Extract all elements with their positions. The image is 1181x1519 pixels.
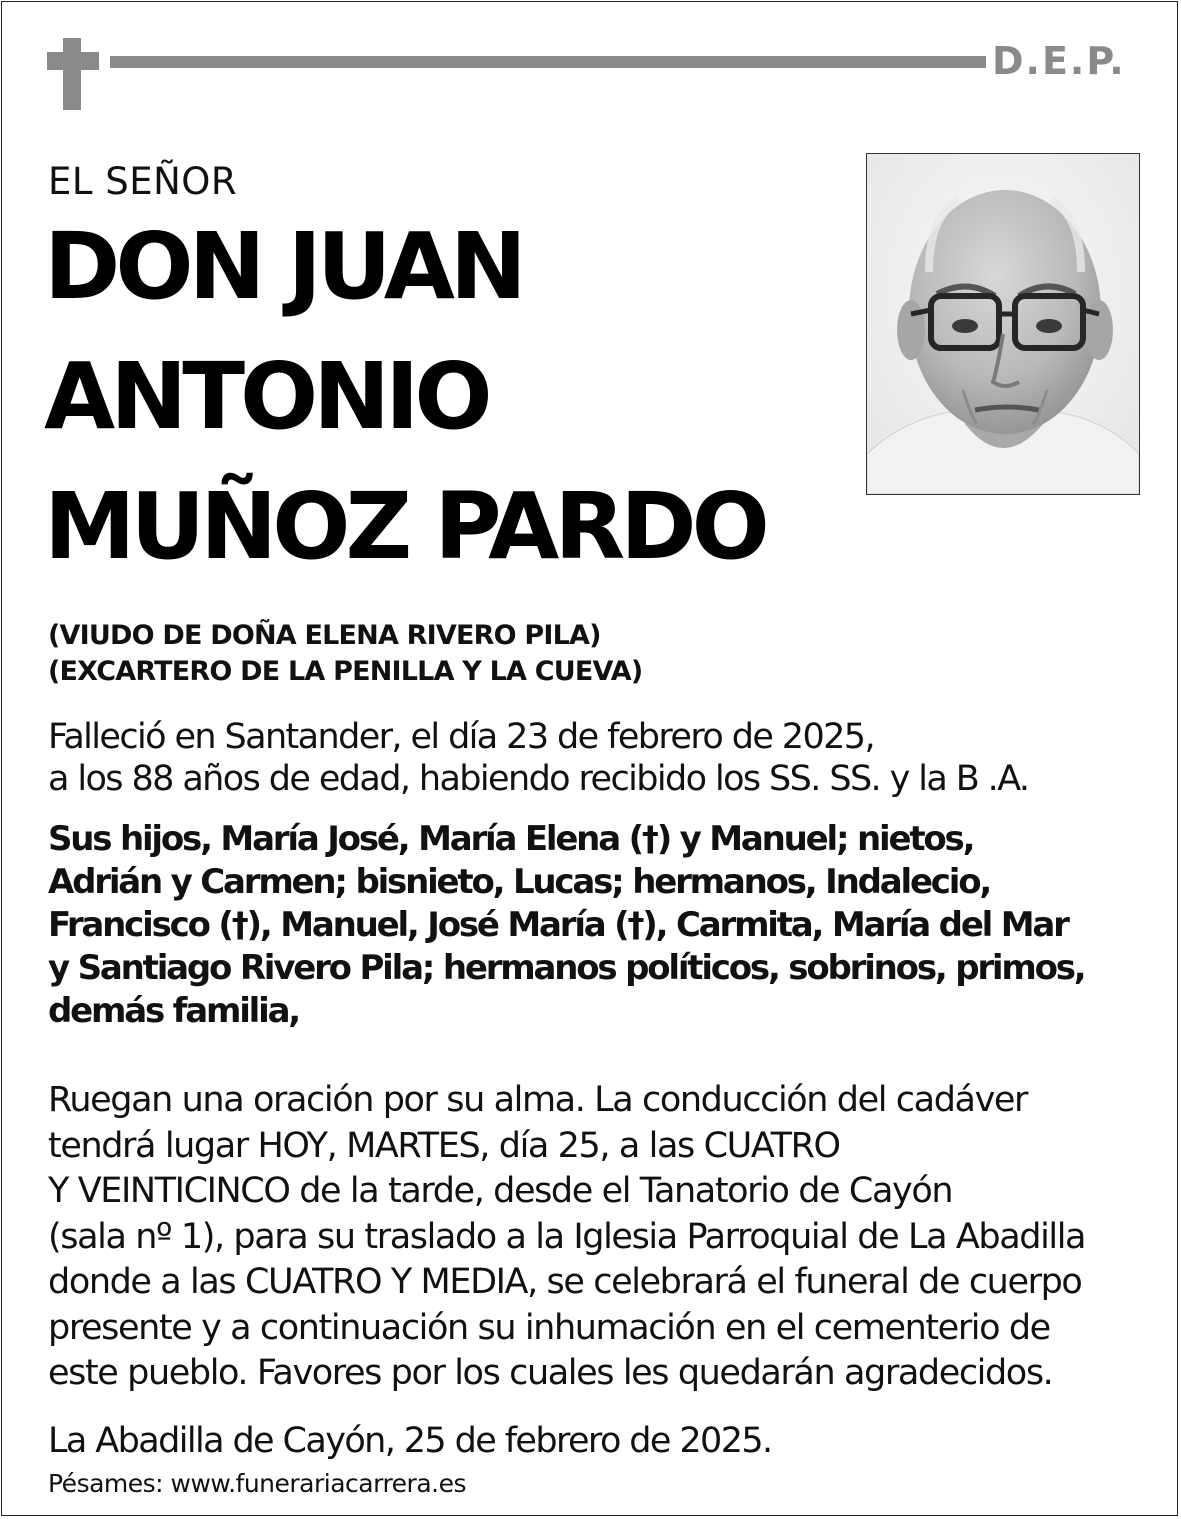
header-rule	[110, 56, 986, 68]
death-notice-line: Falleció en Santander, el día 23 de febrero de 2025,	[48, 717, 874, 757]
subtitle-line: (VIUDO DE DOÑA ELENA RIVERO PILA)	[48, 620, 601, 651]
funeral-line: donde a las CUATRO Y MEDIA, se celebrará el funeral de cuerpo	[48, 1262, 1082, 1302]
family-line: Adrián y Carmen; bisnieto, Lucas; hermanos, Indalecio,	[48, 862, 991, 902]
subtitles	[48, 618, 642, 690]
name-line: MUÑOZ PARDO	[44, 473, 765, 580]
subtitle-line: (EXCARTERO DE LA PENILLA Y LA CUEVA)	[48, 656, 643, 687]
name-line: ANTONIO	[44, 343, 488, 450]
family-line: y Santiago Rivero Pila; hermanos políticos, sobrinos, primos,	[48, 948, 1085, 988]
deceased-name	[44, 202, 765, 592]
family-list	[48, 818, 1148, 1033]
family-line: Francisco (†), Manuel, José María (†), Carmita, María del Mar	[48, 905, 1068, 945]
portrait-photo	[866, 153, 1140, 495]
funeral-line: este pueblo. Favores por los cuales les quedarán agradecidos.	[48, 1353, 1053, 1393]
funeral-line: Ruegan una oración por su alma. La conducción del cadáver	[48, 1080, 1028, 1120]
funeral-line: (sala nº 1), para su traslado a la Iglesia Parroquial de La Abadilla	[48, 1216, 1086, 1257]
family-line: demás familia,	[48, 991, 300, 1031]
death-notice	[48, 716, 1148, 800]
cross-icon	[63, 38, 81, 110]
funeral-details	[48, 1078, 1148, 1397]
cross-icon-bar	[47, 52, 99, 70]
honorific: EL SEÑOR	[48, 160, 238, 203]
name-line: DON JUAN	[44, 213, 522, 320]
funeral-line: Y VEINTICINCO de la tarde, desde el Tanatorio de Cayón	[48, 1171, 953, 1211]
dep-label: D.E.P.	[992, 39, 1126, 83]
funeral-line: presente y a continuación su inhumación en el cementerio de	[48, 1307, 1050, 1348]
condolences-link[interactable]: Pésames: www.funerariacarrera.es	[48, 1469, 467, 1498]
death-notice-line: a los 88 años de edad, habiendo recibido los SS. SS. y la B .A.	[48, 759, 1029, 799]
header	[0, 0, 1181, 120]
family-line: Sus hijos, María José, María Elena (†) y Manuel; nietos,	[48, 819, 974, 859]
funeral-line: tendrá lugar HOY, MARTES, día 25, a las CUATRO	[48, 1125, 840, 1166]
place-date: La Abadilla de Cayón, 25 de febrero de 2025.	[48, 1421, 772, 1461]
